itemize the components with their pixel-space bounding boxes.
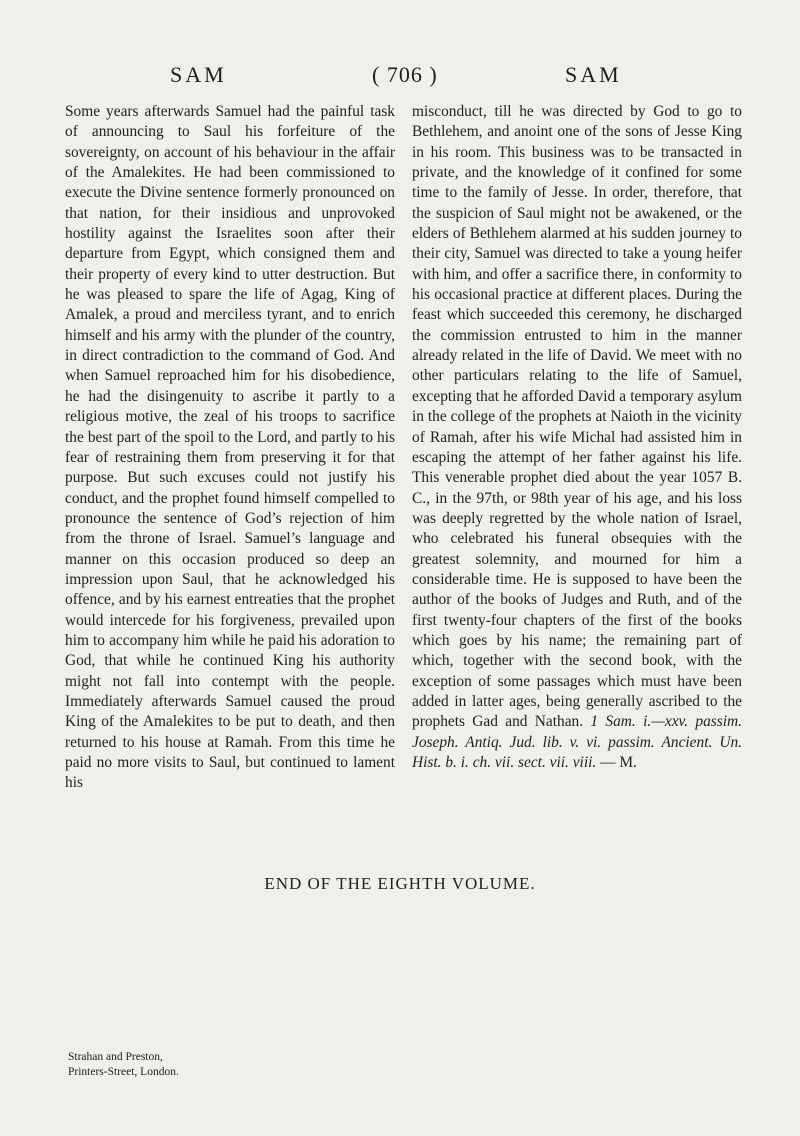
page-number: ( 706 ) [372,62,438,87]
running-head-right: SAM [565,62,622,87]
imprint-line-1: Strahan and Preston, [68,1051,163,1063]
author-signature: — M. [600,754,637,771]
left-column [65,102,395,794]
running-head-left: SAM [170,62,227,87]
right-column [412,102,742,773]
right-column-text: misconduct, till he was directed by God to go to Bethlehem, and anoint one of the sons of Jesse King in his room. This business was to be transacted in private, and the knowledge of it confined for some time to the family of Jesse. In order, therefore, that the suspicion of Saul might not be awakened, or the elders of Bethlehem alarmed at his sudden journey to their city, Samuel was directed to take a young heifer with him, and offer a sacrifice there, in conformity to his occasional practice at different places. During the feast which succeeded this ceremony, he discharged the commission entrusted to him in the manner already related in the life of David. We meet with no other particulars relating to the life of Samuel, excepting that he afforded David a temporary asylum in the college of the prophets at Naioth in the vicinity of Ramah, after his wife Michal had assisted him in escaping the attempt of her father against his life. This venerable prophet died about the year 1057 B. C., in the 97th, or 98th year of his age, and his loss was deeply regretted by the whole nation of Israel, who celebrated his funeral obsequies with the greatest solemnity, and mourned for him a considerable time. He is supposed to have been the author of the books of Judges and Ruth, and of the first twenty-four chapters of the first of the books which goes by his name; the remaining part of which, together with the second book, with the exception of some passages which must have been added in latter ages, being generally ascribed to the prophets Gad and Nathan. [412,103,742,731]
right-column-paragraph [412,102,742,773]
running-head [0,62,800,96]
left-column-text: Some years afterwards Samuel had the painful task of announcing to Saul his forfeiture of the sovereignty, on account of his behaviour in the affair of the Amalekites. He had been commissioned to execute the Divine sentence formerly pronounced on that nation, for their insidious and unprovoked hostility against the Israelites soon after their departure from Egypt, which consigned them and their property of every kind to utter destruction. But he was pleased to spare the life of Agag, King of Amalek, a proud and merciless tyrant, and to enrich himself and his army with the plunder of the country, in direct contradiction to the command of God. And when Samuel reproached him for his disobedience, he had the disingenuity to ascribe it partly to a religious motive, the zeal of his troops to sacrifice the best part of the spoil to the Lord, and partly to his fear of restraining them from preserving it for that purpose. But such excuses could not justify his conduct, and the prophet found himself compelled to pronounce the sentence of God’s rejection of him from the throne of Israel. Samuel’s language and manner on this occasion produced so deep an impression upon Saul, that he acknowledged his offence, and by his earnest entreaties that the prophet would intercede for his forgiveness, prevailed upon him to accompany him while he paid his adoration to God, that while he continued King his authority might not fall into contempt with the people. Immediately afterwards Samuel caused the proud King of the Amalekites to be put to death, and then returned to his house at Ramah. From this time he paid no more visits to Saul, but continued to lament his [65,103,395,792]
citation: 1 Sam. i.—xxv. passim. Joseph. Antiq. Jud. lib. v. vi. passim. Ancient. Un. Hist. b. i. ch. vii. sect. vii. viii. [412,713,742,771]
end-of-volume: END OF THE EIGHTH VOLUME. [264,874,536,893]
printer-imprint [68,1050,179,1080]
imprint-line-2: Printers-Street, London. [68,1066,179,1078]
